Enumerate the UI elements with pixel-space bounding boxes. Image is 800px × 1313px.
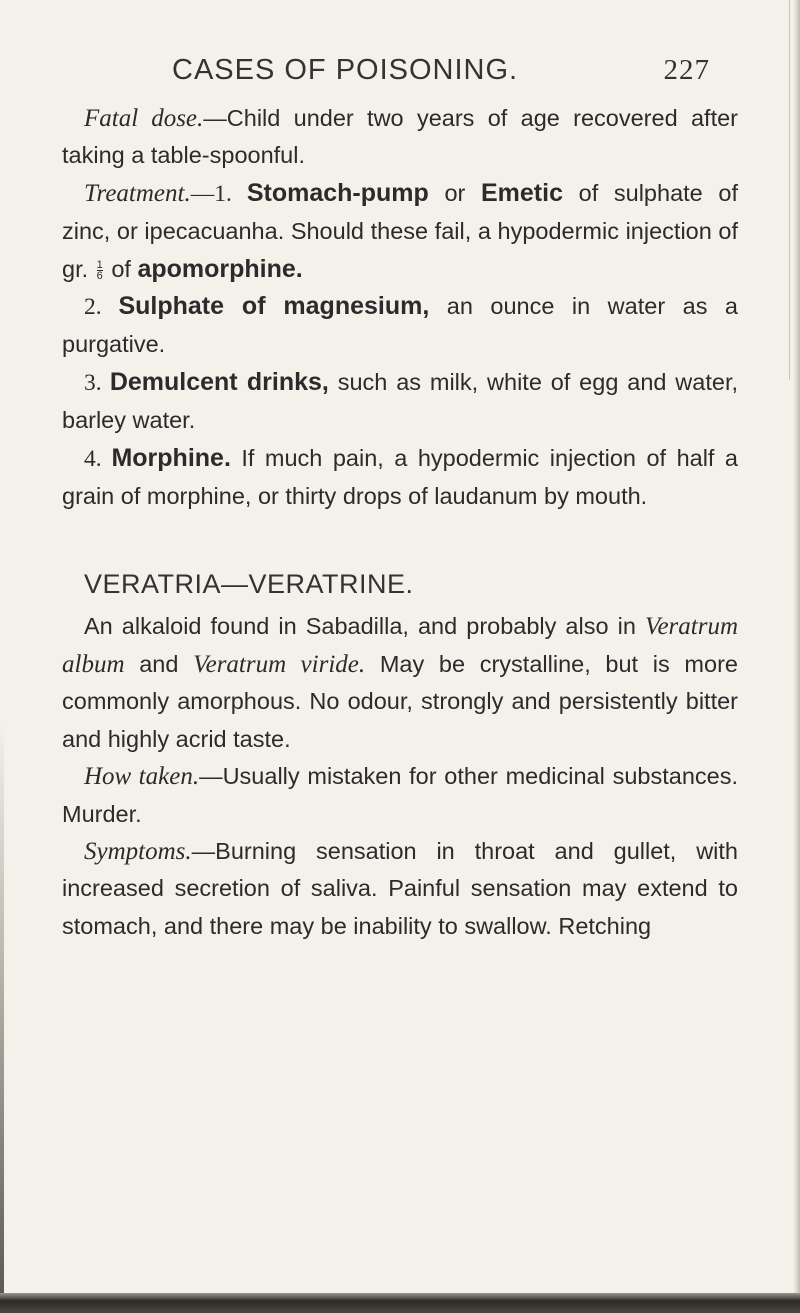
page-edge-left xyxy=(0,720,4,1300)
veratrum-album-term: Veratrum album xyxy=(62,613,738,678)
running-head xyxy=(62,50,738,100)
page-number: 227 xyxy=(663,54,710,86)
fraction-one-sixth xyxy=(97,260,103,281)
page-edge-bottom xyxy=(0,1293,800,1313)
fraction-numerator: 1 xyxy=(96,258,103,271)
section-heading: VERATRIA—VERATRINE. xyxy=(84,569,414,600)
symptoms-label: Symptoms. xyxy=(84,837,192,865)
paragraph-demulcent xyxy=(62,364,738,440)
running-title: CASES OF POISONING. xyxy=(172,54,519,86)
how-taken-label: How taken. xyxy=(84,763,200,791)
emetic-term: Emetic xyxy=(481,178,563,207)
description-text-3: May be crystalline, but is more commonly amorphous. No odour, strongly and persistently bitter and highly acrid taste. xyxy=(62,650,738,752)
treatment-text-1: or xyxy=(428,179,481,206)
morphine-text: If much pain, a hypodermic injection of half a grain of morphine, or thirty drops of laudanum by mouth. xyxy=(62,444,739,510)
treatment-step-2-number: 2. xyxy=(84,294,119,321)
treatment-label: Treatment. xyxy=(84,179,191,207)
treatment-step-3-number: 3. xyxy=(84,369,110,396)
paragraph-symptoms xyxy=(62,833,738,945)
paragraph-how-taken xyxy=(62,758,738,833)
symptoms-text: —Burning sensation in throat and gullet, with increased secretion of saliva. Painful sensation may extend to stomach, and there may be inability to swallow. Retching xyxy=(62,837,738,939)
page-edge-line xyxy=(789,0,790,380)
treatment-text-3: of xyxy=(104,255,138,282)
demulcent-term: Demulcent drinks, xyxy=(109,367,329,396)
book-page xyxy=(62,50,738,945)
apomorphine-term: apomorphine. xyxy=(137,254,303,283)
paragraph-description xyxy=(62,608,738,758)
description-text-2: and xyxy=(124,650,194,677)
veratrum-viride-term: Veratrum viride. xyxy=(193,650,366,678)
sulphate-text: an ounce in water as a purgative. xyxy=(62,293,738,358)
paragraph-morphine xyxy=(62,440,738,516)
paragraph-fatal-dose xyxy=(62,100,738,175)
treatment-step-1-number: —1. xyxy=(190,180,247,207)
page-edge-right xyxy=(793,0,800,1313)
demulcent-text: such as milk, white of egg and water, barley water. xyxy=(62,368,738,434)
morphine-term: Morphine. xyxy=(111,443,231,472)
treatment-step-4-number: 4. xyxy=(84,445,112,472)
description-text-1: An alkaloid found in Sabadilla, and probably also in xyxy=(84,613,645,640)
fraction-denominator: 6 xyxy=(96,269,103,282)
fatal-dose-text: —Child under two years of age recovered after taking a table-spoonful. xyxy=(62,105,738,169)
how-taken-text: —Usually mistaken for other medicinal substances. Murder. xyxy=(62,763,738,827)
paragraph-sulphate xyxy=(62,288,738,364)
stomach-pump-term: Stomach-pump xyxy=(246,178,429,207)
paragraph-treatment xyxy=(62,175,738,288)
treatment-text-2: of sulphate of zinc, or ipecacuanha. Should these fail, a hypodermic injection of gr. xyxy=(62,179,738,282)
fatal-dose-label: Fatal dose. xyxy=(84,105,204,132)
sulphate-term: Sulphate of magnesium, xyxy=(118,292,430,321)
